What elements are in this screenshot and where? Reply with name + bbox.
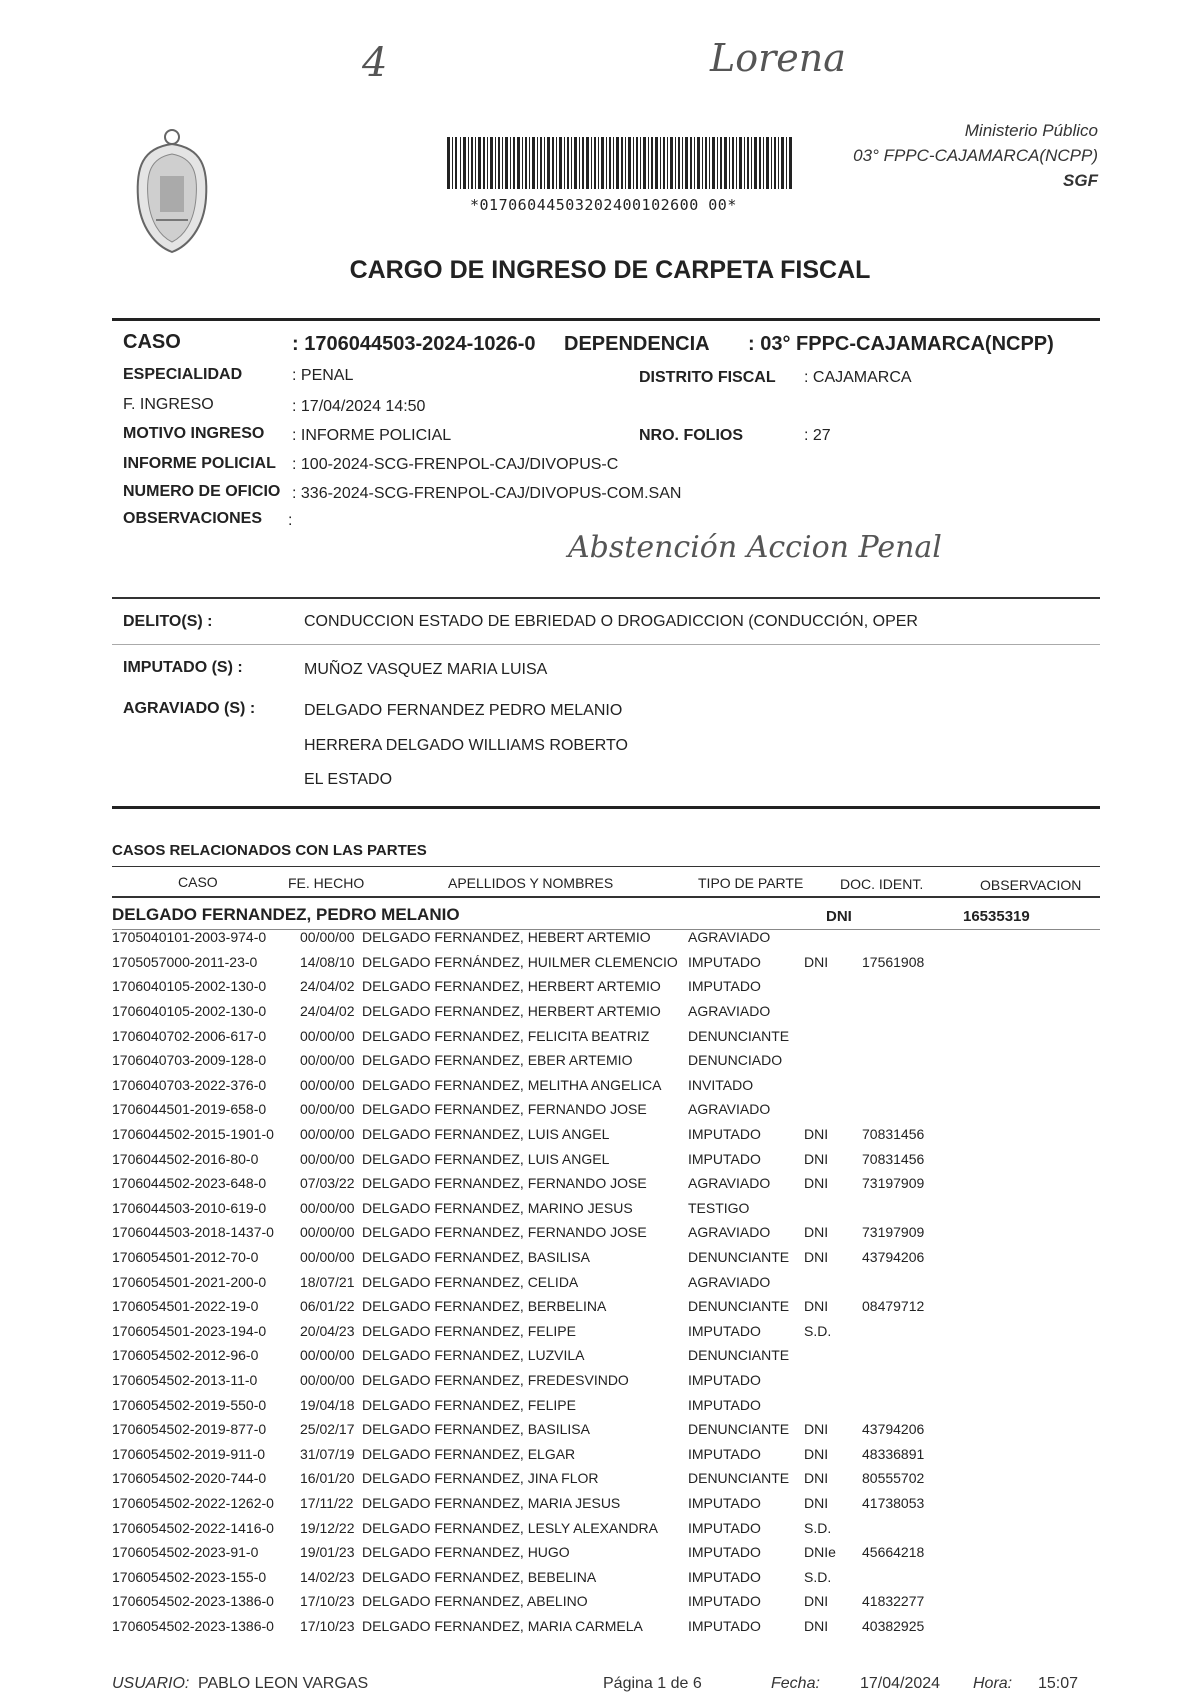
group-doc-type: DNI — [826, 908, 852, 925]
row-nombre: DELGADO FERNANDEZ, LESLY ALEXANDRA — [362, 1519, 658, 1536]
imputado-name: MUÑOZ VASQUEZ MARIA LUISA — [304, 661, 548, 678]
row-nombre: DELGADO FERNANDEZ, MARINO JESUS — [362, 1199, 633, 1216]
table-row — [112, 974, 972, 999]
motivo-label: MOTIVO INGRESO — [123, 425, 265, 442]
row-fecha: 00/00/00 — [300, 1249, 355, 1266]
table-row — [112, 999, 972, 1024]
related-section-title: CASOS RELACIONADOS CON LAS PARTES — [112, 842, 427, 859]
row-doc-tipo: DNI — [804, 1470, 829, 1487]
row-caso: 1706054502-2020-744-0 — [112, 1470, 267, 1487]
column-header-caso: CASO — [178, 874, 218, 890]
row-fecha: 17/10/23 — [300, 1593, 355, 1610]
delito-value: CONDUCCION ESTADO DE EBRIEDAD O DROGADICCION (CONDUCCIÓN, OPER — [304, 613, 918, 630]
row-nombre: DELGADO FERNANDEZ, ELGAR — [362, 1445, 576, 1462]
row-tipo: AGRAVIADO — [688, 1224, 771, 1241]
agraviado-label: AGRAVIADO (S) : — [123, 700, 256, 717]
row-fecha: 19/01/23 — [300, 1544, 355, 1561]
row-doc-numero: 08479712 — [862, 1298, 925, 1315]
row-fecha: 00/00/00 — [300, 1224, 355, 1241]
footer-hora-label: Hora: — [973, 1675, 1013, 1692]
row-doc-numero: 40382925 — [862, 1617, 925, 1634]
row-doc-tipo — [804, 1269, 862, 1294]
row-fecha: 17/11/22 — [300, 1494, 354, 1511]
row-doc-tipo: DNI — [804, 1150, 829, 1167]
row-doc-numero: 41738053 — [862, 1494, 925, 1511]
row-doc-tipo — [804, 974, 862, 999]
row-tipo: DENUNCIANTE — [688, 1470, 790, 1487]
row-caso: 1706054502-2019-877-0 — [112, 1421, 267, 1438]
row-tipo: DENUNCIANTE — [688, 1421, 790, 1438]
row-doc-numero: 70831456 — [862, 1126, 925, 1143]
row-doc-numero — [862, 1515, 972, 1540]
row-doc-numero: 70831456 — [862, 1150, 925, 1167]
ministry-header — [853, 118, 1098, 193]
table-row — [112, 1294, 972, 1319]
table-row — [112, 1466, 972, 1491]
parties-end-divider — [112, 806, 1100, 809]
row-doc-tipo: DNI — [804, 1593, 829, 1610]
delito-label: DELITO(S) : — [123, 613, 213, 630]
row-nombre: DELGADO FERNANDEZ, FREDESVINDO — [362, 1371, 629, 1388]
row-nombre: DELGADO FERNANDEZ, CELIDA — [362, 1273, 579, 1290]
footer-hora-value: 15:07 — [1038, 1675, 1079, 1692]
ingreso-label: F. INGRESO — [123, 396, 214, 413]
informe-label: INFORME POLICIAL — [123, 455, 276, 472]
table-row — [112, 1245, 972, 1270]
row-caso: 1706044503-2010-619-0 — [112, 1199, 267, 1216]
row-tipo: DENUNCIANTE — [688, 1298, 790, 1315]
caso-value: : 1706044503-2024-1026-0 — [292, 333, 536, 355]
row-caso: 1705057000-2011-23-0 — [112, 953, 258, 970]
row-fecha: 18/07/21 — [300, 1273, 355, 1290]
table-row — [112, 1146, 972, 1171]
column-header-tipo: TIPO DE PARTE — [698, 875, 804, 891]
row-nombre: DELGADO FERNANDEZ, BEBELINA — [362, 1568, 597, 1585]
row-doc-tipo: DNI — [804, 1445, 829, 1462]
row-doc-tipo: DNI — [804, 953, 829, 970]
row-fecha: 00/00/00 — [300, 1076, 355, 1093]
row-caso: 1706054502-2013-11-0 — [112, 1371, 258, 1388]
row-fecha: 00/00/00 — [300, 929, 355, 946]
row-nombre: DELGADO FERNANDEZ, LUZVILA — [362, 1347, 585, 1364]
row-tipo: IMPUTADO — [688, 1568, 761, 1585]
row-doc-tipo — [804, 1048, 862, 1073]
row-caso: 1706054502-2019-911-0 — [112, 1445, 266, 1462]
row-caso: 1706040703-2009-128-0 — [112, 1052, 267, 1069]
table-row — [112, 1319, 972, 1344]
row-fecha: 24/04/02 — [300, 978, 355, 995]
row-nombre: DELGADO FERNANDEZ, BASILISA — [362, 1421, 590, 1438]
row-doc-numero — [862, 999, 972, 1024]
row-tipo: DENUNCIANTE — [688, 1249, 790, 1266]
row-nombre: DELGADO FERNÁNDEZ, HUILMER CLEMENCIO — [362, 953, 678, 970]
column-header-nombres: APELLIDOS Y NOMBRES — [448, 875, 614, 891]
row-tipo: DENUNCIANTE — [688, 1027, 790, 1044]
row-doc-tipo — [804, 1023, 862, 1048]
row-nombre: DELGADO FERNANDEZ, FELICITA BEATRIZ — [362, 1027, 650, 1044]
row-doc-numero — [862, 1196, 972, 1221]
row-tipo: AGRAVIADO — [688, 1273, 771, 1290]
row-doc-numero — [862, 1073, 972, 1098]
row-doc-tipo — [804, 1392, 862, 1417]
row-caso: 1706044503-2018-1437-0 — [112, 1224, 274, 1241]
row-tipo: IMPUTADO — [688, 1519, 761, 1536]
parties-divider — [112, 644, 1100, 645]
row-fecha: 14/02/23 — [300, 1568, 355, 1585]
row-doc-numero: 43794206 — [862, 1249, 925, 1266]
row-tipo: TESTIGO — [688, 1199, 750, 1216]
row-doc-tipo: DNI — [804, 1175, 829, 1192]
table-row — [112, 1269, 972, 1294]
row-nombre: DELGADO FERNANDEZ, MELITHA ANGELICA — [362, 1076, 662, 1093]
footer-fecha-value: 17/04/2024 — [860, 1675, 941, 1692]
row-doc-numero: 80555702 — [862, 1470, 925, 1487]
row-tipo: DENUNCIANTE — [688, 1347, 790, 1364]
ingreso-value: : 17/04/2024 14:50 — [292, 398, 426, 415]
row-tipo: IMPUTADO — [688, 953, 761, 970]
folios-label: NRO. FOLIOS — [639, 427, 743, 444]
row-nombre: DELGADO FERNANDEZ, JINA FLOR — [362, 1470, 599, 1487]
row-caso: 1706040105-2002-130-0 — [112, 978, 267, 995]
row-doc-tipo: DNI — [804, 1126, 829, 1143]
dependencia-value: : 03° FPPC-CAJAMARCA(NCPP) — [748, 333, 1054, 355]
caso-label: CASO — [123, 331, 181, 353]
ministry-system: SGF — [1063, 171, 1098, 190]
row-fecha: 24/04/02 — [300, 1003, 355, 1020]
row-doc-tipo — [804, 999, 862, 1024]
row-doc-tipo — [804, 1343, 862, 1368]
row-caso: 1706054502-2022-1416-0 — [112, 1519, 274, 1536]
row-doc-numero — [862, 1023, 972, 1048]
table-row — [112, 1589, 972, 1614]
row-fecha: 07/03/22 — [300, 1175, 355, 1192]
footer-usuario-label: USUARIO: — [112, 1675, 190, 1692]
row-fecha: 00/00/00 — [300, 1052, 355, 1069]
footer-usuario-value: PABLO LEON VARGAS — [198, 1675, 369, 1692]
row-tipo: IMPUTADO — [688, 1322, 761, 1339]
observaciones-label: OBSERVACIONES — [123, 510, 262, 527]
row-doc-tipo: DNI — [804, 1494, 829, 1511]
row-doc-tipo: DNIe — [804, 1544, 836, 1561]
row-doc-numero: 73197909 — [862, 1224, 925, 1241]
row-doc-numero — [862, 1269, 972, 1294]
row-tipo: AGRAVIADO — [688, 1175, 771, 1192]
table-header-bottom-rule — [112, 896, 1100, 898]
distrito-label: DISTRITO FISCAL — [639, 369, 776, 386]
row-caso: 1706040703-2022-376-0 — [112, 1076, 267, 1093]
top-divider — [112, 318, 1100, 321]
row-fecha: 00/00/00 — [300, 1371, 355, 1388]
row-fecha: 00/00/00 — [300, 1126, 355, 1143]
column-header-fecha: FE. HECHO — [288, 875, 365, 891]
row-doc-tipo: DNI — [804, 1617, 829, 1634]
row-doc-tipo: DNI — [804, 1224, 829, 1241]
row-doc-numero: 73197909 — [862, 1175, 925, 1192]
row-caso: 1706054502-2023-1386-0 — [112, 1617, 274, 1634]
row-doc-numero — [862, 1368, 972, 1393]
table-row — [112, 1023, 972, 1048]
row-caso: 1706054502-2023-155-0 — [112, 1568, 267, 1585]
row-fecha: 31/07/19 — [300, 1445, 355, 1462]
row-fecha: 06/01/22 — [300, 1298, 355, 1315]
table-row — [112, 1417, 972, 1442]
row-caso: 1706054502-2012-96-0 — [112, 1347, 259, 1364]
row-doc-tipo: DNI — [804, 1421, 829, 1438]
section-divider — [112, 597, 1100, 599]
dependencia-label: DEPENDENCIA — [564, 333, 710, 355]
row-tipo: IMPUTADO — [688, 1617, 761, 1634]
table-row — [112, 1491, 972, 1516]
agraviado-name: EL ESTADO — [304, 771, 393, 788]
row-doc-numero — [862, 1097, 972, 1122]
ministry-name: Ministerio Público — [964, 121, 1098, 140]
row-nombre: DELGADO FERNANDEZ, EBER ARTEMIO — [362, 1052, 633, 1069]
row-doc-tipo: S.D. — [804, 1568, 832, 1585]
row-tipo: INVITADO — [688, 1076, 754, 1093]
informe-value: : 100-2024-SCG-FRENPOL-CAJ/DIVOPUS-C — [292, 456, 619, 473]
row-fecha: 00/00/00 — [300, 1347, 355, 1364]
row-doc-tipo: DNI — [804, 1249, 829, 1266]
row-nombre: DELGADO FERNANDEZ, FELIPE — [362, 1396, 576, 1413]
row-doc-numero — [862, 925, 972, 950]
row-caso: 1706054501-2012-70-0 — [112, 1249, 259, 1266]
row-fecha: 00/00/00 — [300, 1027, 355, 1044]
group-party-name: DELGADO FERNANDEZ, PEDRO MELANIO — [112, 905, 460, 924]
table-row — [112, 925, 972, 950]
row-doc-numero — [862, 1343, 972, 1368]
row-fecha: 16/01/20 — [300, 1470, 355, 1487]
row-tipo: AGRAVIADO — [688, 1101, 771, 1118]
table-row — [112, 1564, 972, 1589]
row-caso: 1705040101-2003-974-0 — [112, 929, 267, 946]
row-fecha: 19/12/22 — [300, 1519, 355, 1536]
row-fecha: 20/04/23 — [300, 1322, 355, 1339]
row-doc-numero — [862, 1392, 972, 1417]
row-doc-tipo — [804, 1097, 862, 1122]
ministry-office: 03° FPPC-CAJAMARCA(NCPP) — [853, 146, 1098, 165]
oficio-value: : 336-2024-SCG-FRENPOL-CAJ/DIVOPUS-COM.SAN — [292, 485, 682, 502]
row-nombre: DELGADO FERNANDEZ, MARIA CARMELA — [362, 1617, 643, 1634]
table-row — [112, 1122, 972, 1147]
row-doc-tipo — [804, 1073, 862, 1098]
row-nombre: DELGADO FERNANDEZ, BASILISA — [362, 1249, 590, 1266]
row-fecha: 17/10/23 — [300, 1617, 355, 1634]
row-nombre: DELGADO FERNANDEZ, MARIA JESUS — [362, 1494, 621, 1511]
motivo-value: : INFORME POLICIAL — [292, 427, 452, 444]
agraviado-name: DELGADO FERNANDEZ PEDRO MELANIO — [304, 702, 623, 719]
row-doc-numero: 45664218 — [862, 1544, 925, 1561]
oficio-label: NUMERO DE OFICIO — [123, 483, 281, 500]
table-row — [112, 950, 972, 975]
table-row — [112, 1614, 972, 1639]
row-fecha: 25/02/17 — [300, 1421, 355, 1438]
handwritten-name: Lorena — [710, 36, 846, 80]
row-nombre: DELGADO FERNANDEZ, HUGO — [362, 1544, 570, 1561]
row-nombre: DELGADO FERNANDEZ, FERNANDO JOSE — [362, 1224, 647, 1241]
row-caso: 1706044502-2015-1901-0 — [112, 1126, 274, 1143]
row-caso: 1706040105-2002-130-0 — [112, 1003, 267, 1020]
imputado-label: IMPUTADO (S) : — [123, 659, 243, 676]
row-doc-numero: 17561908 — [862, 953, 925, 970]
table-row — [112, 1073, 972, 1098]
row-doc-tipo: S.D. — [804, 1322, 832, 1339]
handwritten-number: 4 — [362, 40, 388, 86]
table-row — [112, 1048, 972, 1073]
row-tipo: IMPUTADO — [688, 978, 761, 995]
table-row — [112, 1343, 972, 1368]
barcode-number: *01706044503202400102600 00* — [470, 196, 737, 214]
document-title: CARGO DE INGRESO DE CARPETA FISCAL — [349, 256, 871, 284]
row-nombre: DELGADO FERNANDEZ, HERBERT ARTEMIO — [362, 978, 661, 995]
agraviado-name: HERRERA DELGADO WILLIAMS ROBERTO — [304, 737, 628, 754]
row-caso: 1706054501-2022-19-0 — [112, 1298, 259, 1315]
row-caso: 1706044501-2019-658-0 — [112, 1101, 267, 1118]
column-header-observacion: OBSERVACION — [980, 877, 1082, 893]
row-fecha: 19/04/18 — [300, 1396, 355, 1413]
row-doc-numero: 48336891 — [862, 1445, 925, 1462]
row-caso: 1706040702-2006-617-0 — [112, 1027, 267, 1044]
row-nombre: DELGADO FERNANDEZ, ABELINO — [362, 1593, 588, 1610]
handwritten-observation: Abstención Accion Penal — [568, 530, 942, 565]
row-doc-tipo — [804, 925, 862, 950]
row-doc-numero — [862, 1564, 972, 1589]
column-header-doc: DOC. IDENT. — [840, 876, 924, 892]
observaciones-value: : — [288, 512, 293, 529]
group-doc-number: 16535319 — [963, 908, 1030, 925]
row-nombre: DELGADO FERNANDEZ, BERBELINA — [362, 1298, 607, 1315]
barcode — [447, 137, 793, 189]
row-fecha: 00/00/00 — [300, 1101, 355, 1118]
row-nombre: DELGADO FERNANDEZ, FERNANDO JOSE — [362, 1175, 647, 1192]
row-caso: 1706054502-2023-91-0 — [112, 1544, 259, 1561]
row-caso: 1706054502-2019-550-0 — [112, 1396, 267, 1413]
table-row — [112, 1540, 972, 1565]
row-tipo: AGRAVIADO — [688, 1003, 771, 1020]
row-doc-tipo — [804, 1368, 862, 1393]
row-doc-numero: 41832277 — [862, 1593, 925, 1610]
row-tipo: IMPUTADO — [688, 1593, 761, 1610]
row-tipo: IMPUTADO — [688, 1150, 761, 1167]
row-tipo: IMPUTADO — [688, 1494, 761, 1511]
folios-value: : 27 — [804, 427, 831, 444]
footer-fecha-label: Fecha: — [771, 1675, 820, 1692]
row-tipo: IMPUTADO — [688, 1445, 761, 1462]
row-caso: 1706054501-2021-200-0 — [112, 1273, 267, 1290]
row-tipo: IMPUTADO — [688, 1371, 761, 1388]
related-cases-table — [112, 925, 972, 1638]
especialidad-value: : PENAL — [292, 367, 354, 384]
row-caso: 1706044502-2023-648-0 — [112, 1175, 267, 1192]
ministry-seal-logo — [132, 128, 212, 256]
row-doc-numero: 43794206 — [862, 1421, 925, 1438]
row-fecha: 00/00/00 — [300, 1199, 355, 1216]
row-doc-numero — [862, 1048, 972, 1073]
table-row — [112, 1392, 972, 1417]
row-nombre: DELGADO FERNANDEZ, LUIS ANGEL — [362, 1150, 610, 1167]
table-row — [112, 1441, 972, 1466]
row-tipo: IMPUTADO — [688, 1544, 761, 1561]
row-nombre: DELGADO FERNANDEZ, FERNANDO JOSE — [362, 1101, 647, 1118]
row-caso: 1706054502-2023-1386-0 — [112, 1593, 274, 1610]
row-doc-numero — [862, 974, 972, 999]
row-doc-numero — [862, 1319, 972, 1344]
table-row — [112, 1196, 972, 1221]
footer-page: Página 1 de 6 — [603, 1675, 702, 1692]
row-tipo: IMPUTADO — [688, 1396, 761, 1413]
row-tipo: AGRAVIADO — [688, 929, 771, 946]
table-row — [112, 1515, 972, 1540]
row-doc-tipo: S.D. — [804, 1519, 832, 1536]
row-doc-tipo: DNI — [804, 1298, 829, 1315]
row-caso: 1706044502-2016-80-0 — [112, 1150, 259, 1167]
table-row — [112, 1171, 972, 1196]
distrito-value: : CAJAMARCA — [804, 369, 912, 386]
row-doc-tipo — [804, 1196, 862, 1221]
row-nombre: DELGADO FERNANDEZ, HERBERT ARTEMIO — [362, 1003, 661, 1020]
row-fecha: 14/08/10 — [300, 953, 355, 970]
row-caso: 1706054501-2023-194-0 — [112, 1322, 267, 1339]
row-nombre: DELGADO FERNANDEZ, FELIPE — [362, 1322, 576, 1339]
row-nombre: DELGADO FERNANDEZ, HEBERT ARTEMIO — [362, 929, 651, 946]
table-row — [112, 1220, 972, 1245]
row-tipo: IMPUTADO — [688, 1126, 761, 1143]
table-row — [112, 1097, 972, 1122]
table-header-top-rule — [112, 866, 1100, 867]
table-row — [112, 1368, 972, 1393]
row-nombre: DELGADO FERNANDEZ, LUIS ANGEL — [362, 1126, 610, 1143]
especialidad-label: ESPECIALIDAD — [123, 366, 243, 383]
row-tipo: DENUNCIADO — [688, 1052, 783, 1069]
row-caso: 1706054502-2022-1262-0 — [112, 1494, 274, 1511]
row-fecha: 00/00/00 — [300, 1150, 355, 1167]
